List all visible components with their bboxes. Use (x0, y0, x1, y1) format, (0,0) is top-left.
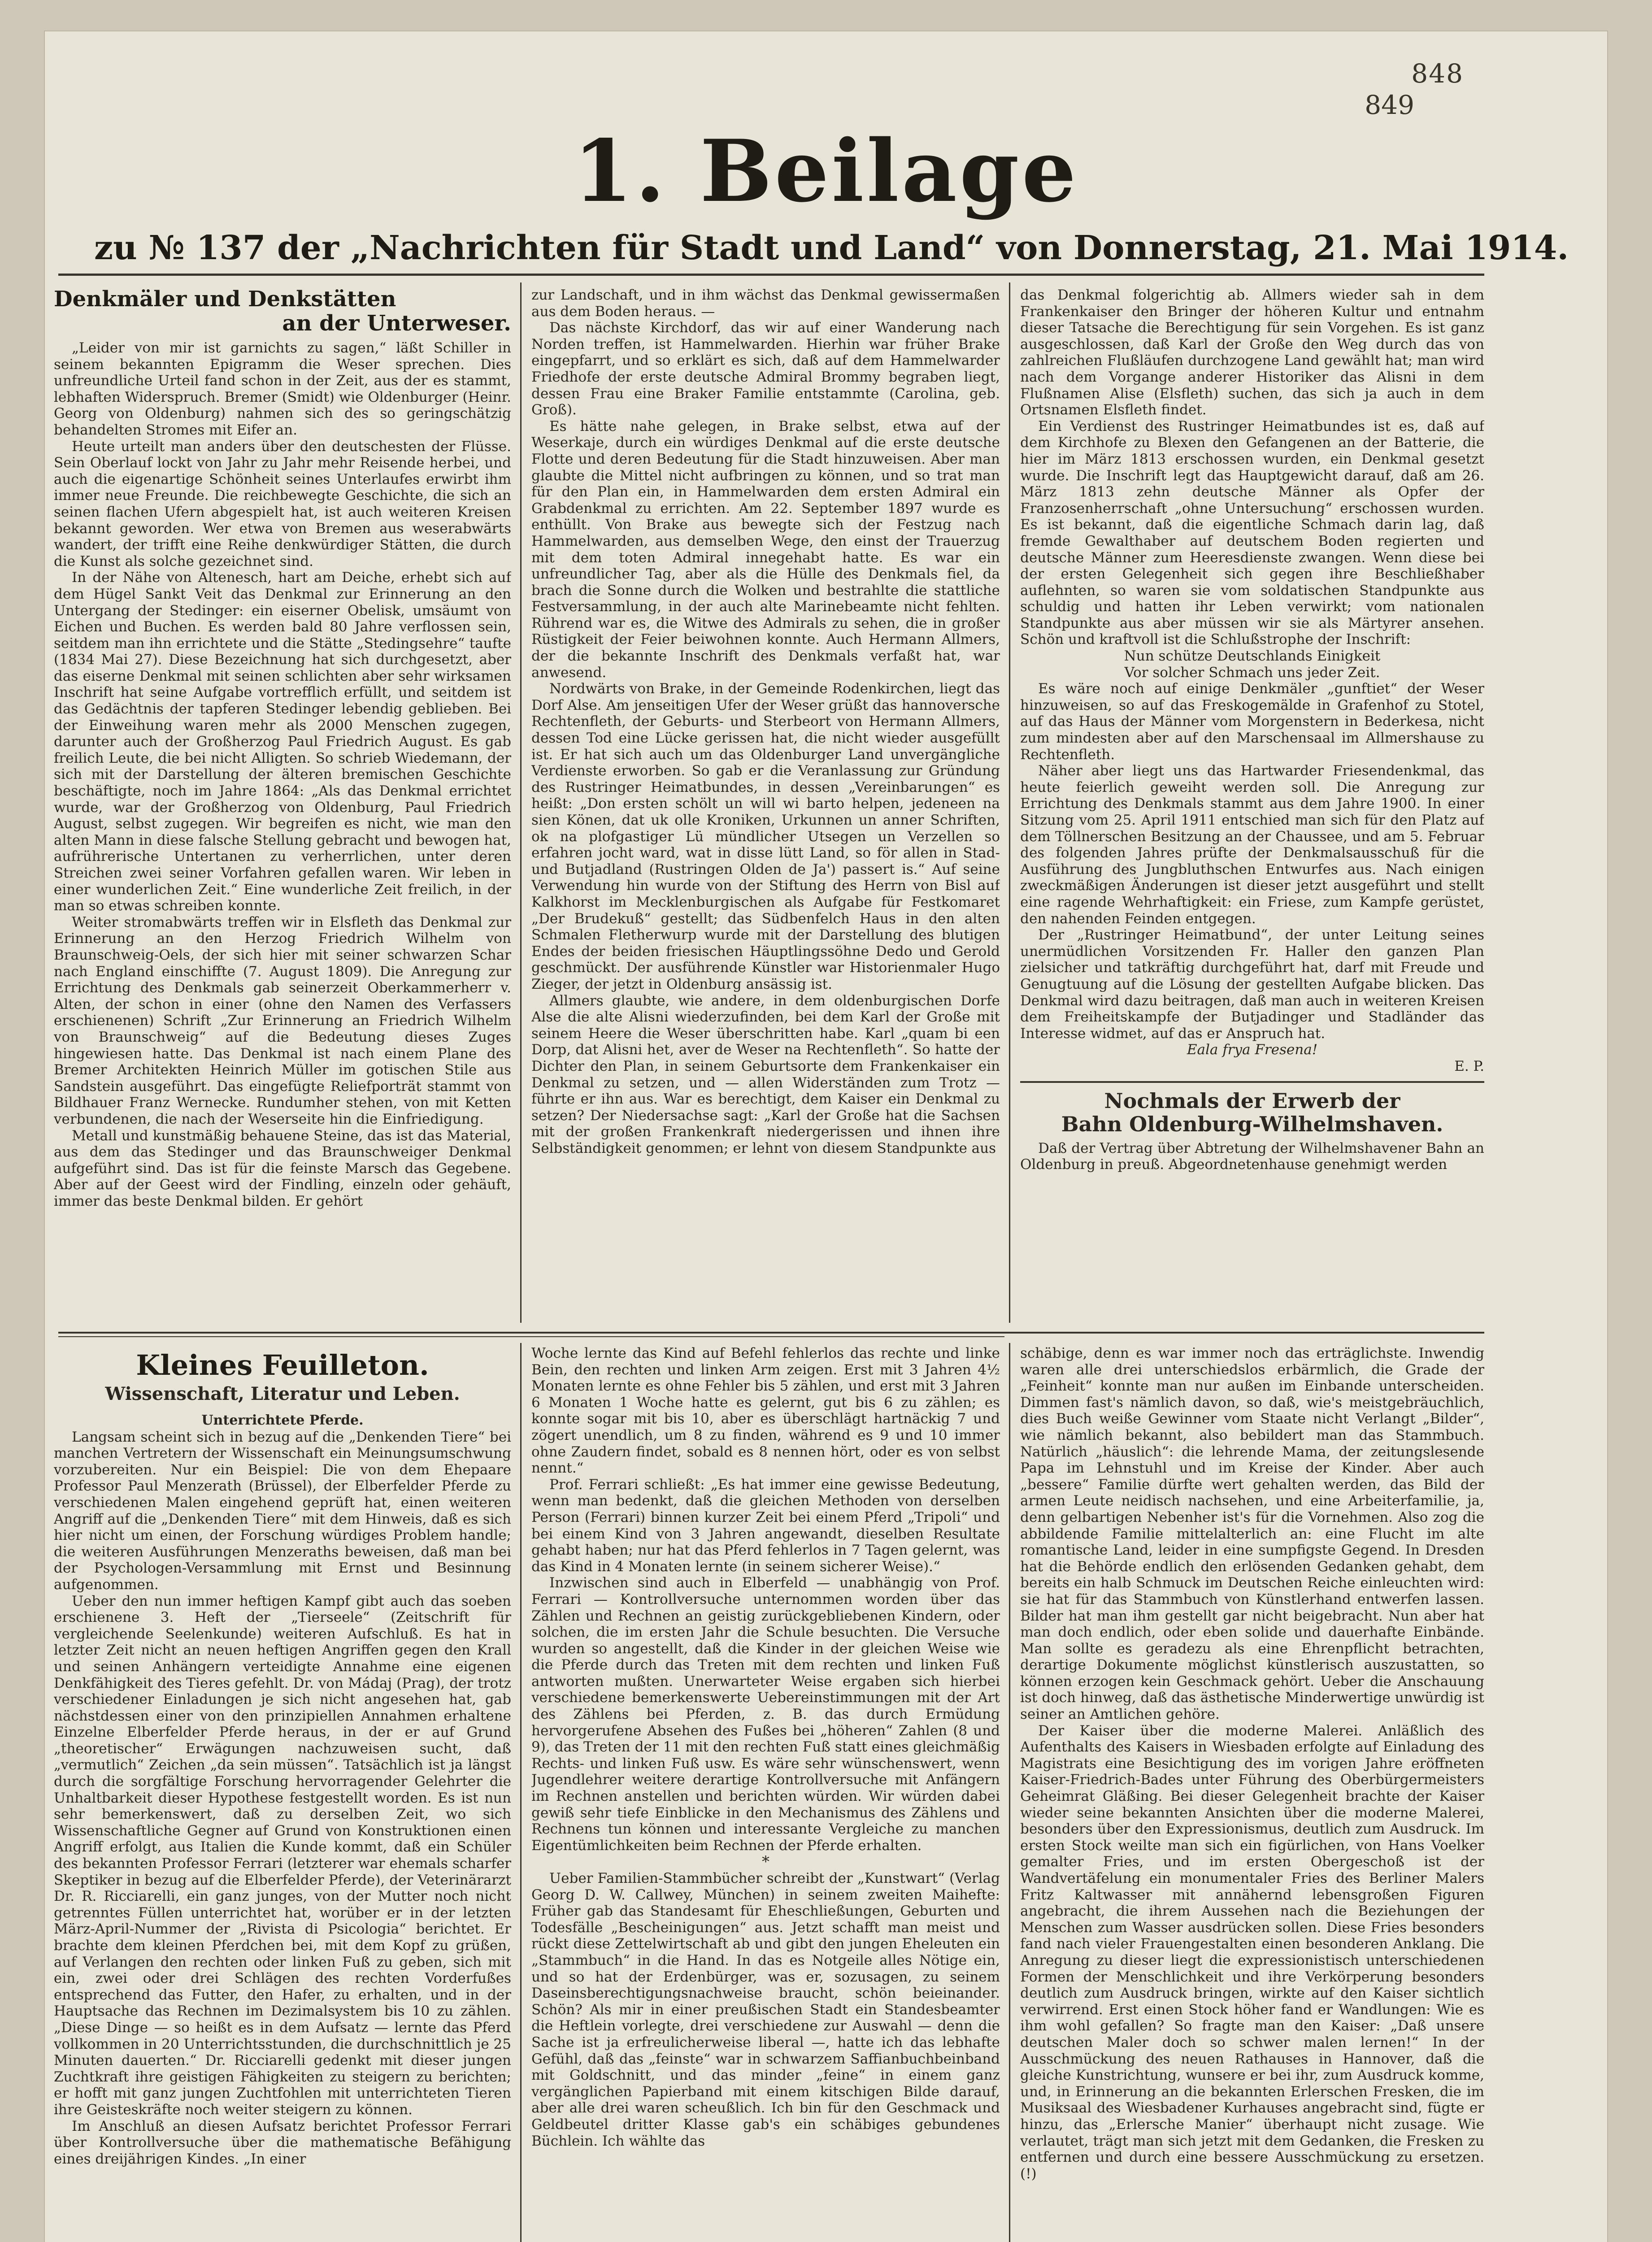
paragraph: Langsam scheint sich in bezug auf die „Denkenden Tiere“ bei manchen Vertretern der Wissenschaft ein Meinungsumschwung vorzubereiten. Nur ein Beispiel: Die von dem Ehepaare Professor Paul Menzerath (Brüssel), der Elberfelder Pferde zu verschiedenen Malen eingehend geprüft hat, einen weiteren Angriff auf die „Denkenden Tiere“ mit dem Hinweis, daß es sich hier nicht um einen, der Forschung würdiges Problem handle; die weiteren Ausführungen Menzeraths beweisen, daß man bei der Psychologen-Versammlung mit Ernst und Besinnung aufgenommen. (54, 1429, 511, 1593)
paragraph: Ein Verdienst des Rustringer Heimatbundes ist es, daß auf dem Kirchhofe zu Blexen den Gefangenen an der Batterie, die hier im März 1813 erschossen wurden, ein Denkmal gesetzt wurde. Die Inschrift legt das Hauptgewicht darauf, daß am 26. März 1813 zehn deutsche Männer als Opfer der Franzosenherrschaft „ohne Untersuchung“ erschossen wurden. Es ist bekannt, daß die eigentliche Schmach darin lag, daß fremde Gewalthaber auf deutschem Boden regierten und deutsche Männer zum Heeresdienste zwangen. Wenn diese bei der ersten Gelegenheit sich gegen ihre Beschließhaber auflehnten, so waren sie vom soldatischen Standpunkte aus schuldig und hatten ihr Leben verwirkt; vom nationalen Standpunkte aus aber müssen wir sie als Märtyrer ansehen. Schön und kraftvoll ist die Schlußstrophe der Inschrift: (1020, 418, 1484, 648)
supplement-subtitle: zu № 137 der „Nachrichten für Stadt und Land“ von Donnerstag, 21. Mai 1914. (94, 229, 1569, 267)
paragraph: Inzwischen sind auch in Elberfeld — unabhängig von Prof. Ferrari — Kontrollversuche unternommen worden über das Zählen und Rechnen an geistig zurückgebliebenen Kindern, oder solchen, die im ersten Jahr die Schule besuchten. Die Versuche wurden so angestellt, daß die Kinder in der gleichen Weise wie die Pferde durch das Treten mit dem rechten und linken Fuß antworten mußten. Unerwarteter Weise ergaben sich hierbei verschiedene bemerkenswerte Uebereinstimmungen mit der Art des Zählens bei Pferden, z. B. das durch Ermüdung hervorgerufene Absehen des Fußes bei „höheren“ Zahlen (8 und 9), das Treten der 11 mit den rechten Fuß statt eines gleichmäßig Rechts- und linken Fuß usw. Es wäre sehr wünschenswert, wenn Jugendlehrer weitere derartige Kontrollversuche mit Anfängern im Rechnen anstellen und berichten würden. Wir würden dabei gewiß sehr tiefe Einblicke in den Mechanismus des Zählens und Rechnens tun können und interessante Vergleiche zu manchen Eigentümlichkeiten beim Rechnen der Pferde erhalten. (531, 1575, 1000, 1854)
motto: Eala frya Fresena! (1187, 1042, 1318, 1058)
article-separator (1020, 1081, 1484, 1083)
paragraph: Es hätte nahe gelegen, in Brake selbst, etwa auf der Weserkaje, durch ein würdiges Denkmal auf die erste deutsche Flotte und deren Bedeutung für die Stadt hinzuweisen. Aber man glaubte die Mittel nicht aufbringen zu können, und so trat man für den Plan ein, in Hammelwarden dem ersten Admiral ein Grabdenkmal zu errichten. Am 22. September 1897 wurde es enthüllt. Von Brake aus bewegte sich der Festzug nach Hammelwarden, aus demselben Wege, den einst der Trauerzug mit dem toten Admiral innegehabt hatte. Es war ein unfreundlicher Tag, aber als die Hülle des Denkmals fiel, da brach die Sonne durch die Wolken und bestrahlte die stattliche Festversammlung, in der auch alte Marinebeamte nicht fehlten. Rührend war es, die Witwe des Admirals zu sehen, die in großer Rüstigkeit der Feier beiwohnen konnte. Auch Hermann Allmers, der die bekannte Inschrift des Denkmals verfaßt hat, war anwesend. (531, 418, 1000, 681)
paragraph: Es wäre noch auf einige Denkmäler „gunftiet“ der Weser hinzuweisen, so auf das Freskogemälde in Grafenhof zu Stotel, auf das Haus der Männer vom Morgenstern in Bederkesa, nicht zum mindesten aber auf den Marschensaal im Allmershause zu Rechtenfleth. (1020, 681, 1484, 763)
verse-line: Vor solcher Schmach uns jeder Zeit. (1124, 664, 1380, 681)
paragraph: Ueber Familien-Stammbücher schreibt der „Kunstwart“ (Verlag Georg D. W. Callwey, München) in seinem zweiten Maihefte: Früher gab das Standesamt für Eheschließungen, Geburten und Todesfälle „Bescheinigungen“ aus. Jetzt schafft man meist und rückt diese Zettelwirtschaft ab und gibt den jungen Eheleuten ein „Stammbuch“ in die Hand. In das es Notgeile alles Nötige ein, und so hat der Erdenbürger, was er, sozusagen, zu seinem Daseinsberechtigungsnachweise braucht, schön beieinander. Schön? Als mir in einer preußischen Stadt ein Standesbeamter die Heftlein vorlegte, drei verschiedene zur Auswahl — denn die Sache ist ja erfreulicherweise liberal —, hatte ich das lebhafte Gefühl, daß das „feinste“ war in schwarzem Saffianbuchbeinband mit Goldschnitt, und das minder „feine“ in einem ganz vergänglichen Papierband mit einem kitschigen Bilde darauf, aber alle drei waren scheußlich. Ich bin für den Geschmack und Geldbeutel dritter Klasse gab's ein schäbiges gebundenes Büchlein. Ich wählte das (531, 1870, 1000, 2149)
section-rule (58, 1336, 1004, 1337)
article-column-2 (531, 287, 1000, 1327)
paragraph: Daß der Vertrag über Abtretung der Wilhelmshavener Bahn an Oldenburg in preuß. Abgeordnetenhause genehmigt werden (1020, 1140, 1484, 1173)
paragraph: das Denkmal folgerichtig ab. Allmers wieder sah in dem Frankenkaiser den Bringer der höheren Kultur und entnahm dieser Tatsache die Berechtigung für sein Vorgehen. Es ist ganz ausgeschlossen, daß Karl der Große den Weg durch das von zahlreichen Flußläufen durchzogene Land gewählt hat; man wird nach dem Vorgange anderer Historiker das Alisni in dem Flußnamen Alise (Elsfleth) suchen, das sich ja auch in dem Ortsnamen Elsfleth findet. (1020, 287, 1484, 418)
paragraph: Der „Rustringer Heimatbund“, der unter Leitung seines unermüdlichen Vorsitzenden Fr. Haller den ganzen Plan zielsicher und tatkräftig durchgeführt hat, darf mit Freude und Genugtuung auf die Lösung der gestellten Aufgabe blicken. Das Denkmal wird dazu beitragen, daß man auch in weiteren Kreisen dem Freiheitskampfe der Butjadinger und Stadländer das Interesse widmet, auf das er Anspruch hat. (1020, 927, 1484, 1042)
separator-star: * (762, 1853, 769, 1871)
paragraph: Im Anschluß an diesen Aufsatz berichtet Professor Ferrari über Kontrollversuche über die mathematische Befähigung eines dreijährigen Kindes. „In einer (54, 2118, 511, 2167)
feuilleton-column-2 (531, 1345, 1000, 2242)
header-rule (58, 274, 1484, 276)
paragraph: Näher aber liegt uns das Hartwarder Friesendenkmal, das heute feierlich geweiht werden soll. Die Anregung zur Errichtung des Denkmals stammt aus dem Jahre 1900. In einer Sitzung vom 25. April 1911 entschied man sich für den Platz auf dem Töllnerschen Besitzung an der Chaussee, und am 5. Februar des folgenden Jahres prüfte der Denkmalsausschuß für die Ausführung des Jungbluthschen Entwurfes aus. Nach einigen zweckmäßigen Änderungen ist dieser jetzt ausgeführt und stellt eine ragende Wehrhaftigkeit: ein Friese, zum Kampfe gerüstet, den nahenden Feinden entgegen. (1020, 763, 1484, 927)
paragraph: Nordwärts von Brake, in der Gemeinde Rodenkirchen, liegt das Dorf Alse. Am jenseitigen Ufer der Weser grüßt das hannoversche Rechtenfleth, der Geburts- und Sterbeort von Hermann Allmers, dessen Tod eine Lücke gerissen hat, die nicht wieder ausgefüllt ist. Er hat sich auch um das Oldenburger Land unvergängliche Verdienste erworben. So gab er die Veranlassung zur Gründung des Rustringer Heimatbundes, in dessen „Vereinbarungen“ es heißt: „Don ersten schölt un will wi barto helpen, jedeneen na sien Könen, dat uk olle Kroniken, Urkunnen un anner Schriften, ok na plofgastiger Lü mündlicher Utsegen un Verzellen so erfahren jocht ward, wat in disse lütt Land, so för allen in Stad- und Butjadland (Rustringen Olden de Ja') passert is.“ Auf seine Verwendung hin wurde von der Stiftung des Herrn von Bisl auf Kalkhorst im Mecklenburgischen als Aufgabe für Festkomaret „Der Brudekuß“ gestellt; das Südbenfelch Haus in den alten Schmalen Fletherwurp wurde mit der Darstellung des blutigen Endes der beiden friesischen Häuptlingssöhne Dedo und Gerold geschmückt. Der ausführende Künstler war Historienmaler Hugo Zieger, der jetzt in Oldenburg ansässig ist. (531, 681, 1000, 992)
paragraph: zur Landschaft, und in ihm wächst das Denkmal gewissermaßen aus dem Boden heraus. — (531, 287, 1000, 320)
article-column-1 (54, 287, 511, 1327)
paragraph: Ueber den nun immer heftigen Kampf gibt auch das soeben erschienene 3. Heft der „Tierseele“ (Zeitschrift für vergleichende Seelenkunde) weiteren Aufschluß. Es hat in letzter Zeit nicht an neuen heftigen Angriffen gegen den Krall und seinen Anhängern verteidigte Annahme eine eigenen Denkfähigkeit des Tieres gefehlt. Dr. von Mádaj (Prag), der trotz verschiedener Einladungen je sich nicht angesehen hat, gab nächstdessen einer von den prinzipiellen Annahmen erhaltene Einzelne Elberfelder Pferde heraus, in der er auf Grund „theoretischer“ Erwägungen nachzuweisen sucht, daß „vermutlich“ Zeichen „da sein müssen“. Tatsächlich ist ja längst durch die sorgfältige Forschung hervorragender Gelehrter die Unhaltbarkeit dieser Hypothese festgestellt worden. Es ist nun sehr bemerkenswert, daß zu derselben Zeit, wo sich Wissenschaftliche Gegner auf Grund von Konstruktionen einen Angriff erfolgt, aus Italien die Kunde kommt, daß ein Schüler des bekannten Professor Ferrari (letzterer war ehemals scharfer Skeptiker in bezug auf die Elberfelder Pferde), der Veterinärarzt Dr. R. Ricciarelli, ein ganz junges, von der Mutter noch nicht getrenntes Füllen unterrichtet hat, worüber er in der letzten März-April-Nummer der „Rivista di Psicologia“ berichtet. Er brachte dem kleinen Pferdchen bei, mit dem Kopf zu grüßen, auf Verlangen den rechten oder linken Fuß zu geben, sich mit ein, zwei oder drei Schlägen des rechten Vorderfußes entsprechend das Futter, den Hafer, zu erhalten, und in der Hauptsache das Rechnen im Dezimalsystem bis 10 zu zählen. „Diese Dinge — so heißt es in dem Aufsatz — lernte das Pferd vollkommen in 20 Unterrichtsstunden, die durchschnittlich je 25 Minuten dauerten.“ Dr. Ricciarelli gedenkt mit dieser jungen Zuchtkraft ihre geistigen Fähigkeiten zu steigern zu berichten; er hofft mit ganz jungen Zuchtfohlen mit unterrichteten Tieren ihre Geisteskräfte noch weiter steigern zu können. (54, 1593, 511, 2118)
paragraph: Weiter stromabwärts treffen wir in Elsfleth das Denkmal zur Erinnerung an den Herzog Friedrich Wilhelm von Braunschweig-Oels, der sich hier mit seiner schwarzen Schar nach England einschiffte (7. August 1809). Die Anregung zur Errichtung des Denkmals gab seinerzeit Oberkammerherr v. Alten, der schon in einer (ohne den Namen des Verfassers erschienenen) Schrift „Zur Erinnerung an Friedrich Wilhelm von Braunschweig“ auf die Bedeutung dieses Zuges hingewiesen hatte. Das Denkmal ist nach einem Plane des Bremer Architekten Heinrich Müller im gotischen Stile aus Sandstein ausgeführt. Das eingefügte Reliefporträt stammt von Bildhauer Franz Wernecke. Rundumher stehen, von mit Ketten verbundenen, die nach der Weserseite hin die Einfriedigung. (54, 914, 511, 1127)
paragraph: In der Nähe von Altenesch, hart am Deiche, erhebt sich auf dem Hügel Sankt Veit das Denkmal zur Erinnerung an den Untergang der Stedinger: ein eiserner Obelisk, umsäumt von Eichen und Buchen. Es werden bald 80 Jahre verflossen sein, seitdem man ihn errichtete und die Stätte „Stedingsehre“ taufte (1834 Mai 27). Diese Bezeichnung hat sich durchgesetzt, aber das eiserne Denkmal mit seinen schlichten aber sehr wirksamen Inschrift hat seine Aufgabe vortrefflich erfüllt, und seitdem ist das Gedächtnis der tapferen Stedinger lebendig geblieben. Bei der Einweihung waren mehr als 2000 Menschen zugegen, darunter auch der Großherzog Paul Friedrich August. Es gab freilich Leute, die bei nicht Alligten. So schrieb Wiedemann, der sich mit der Darstellung der älteren bremischen Geschichte beschäftigte, noch im Jahre 1864: „Als das Denkmal errichtet wurde, war der Großherzog von Oldenburg, Paul Friedrich August, selbst zugegen. Wir begreifen es nicht, wie man den alten Mann in diese falsche Stellung gebracht und bewogen hat, aufrührerische Untertanen zu verherrlichen, unter deren Streichen zwei seiner Vorfahren gefallen waren. Wir leben in einer wunderlichen Zeit.“ Eine wunderliche Zeit freilich, in der man so etwas schreiben konnte. (54, 569, 511, 914)
paragraph: Heute urteilt man anders über den deutschesten der Flüsse. Sein Oberlauf lockt von Jahr zu Jahr mehr Reisende herbei, und auch die eigenartige Schönheit seines Unterlaufes erwirbt ihm immer neue Freunde. Die reichbewegte Geschichte, die sich an seinen flachen Ufern abgespielt hat, ist auch weiteren Kreisen bekannt geworden. Wer etwa von Bremen aus weserabwärts wandert, der trifft eine Reihe denkwürdiger Stätten, die durch die Kunst als solche gezeichnet sind. (54, 438, 511, 569)
section-subtitle: Wissenschaft, Literatur und Leben. (105, 1383, 460, 1404)
folio-printed: 849 (1365, 90, 1414, 120)
feuilleton-column-3 (1020, 1345, 1484, 2242)
article-subhead: Unterrichtete Pferde. (201, 1412, 364, 1428)
folio-handwritten: 848 (1411, 58, 1464, 89)
article-title: Denkmäler und Denkstätten an der Unterweser. (54, 287, 511, 336)
signature: E. P. (1454, 1058, 1484, 1074)
paragraph: „Leider von mir ist garnichts zu sagen,“ läßt Schiller in seinem bekannten Epigramm die Weser sprechen. Dies unfreundliche Urteil fand schon in der Zeit, aus der es stammt, lebhaften Widerspruch. Bremer (Smidt) wie Oldenburger (Heinr. Georg von Oldenburg) nahmen sich des so geringschätzig behandelten Stromes mit Eifer an. (54, 340, 511, 438)
section-rule (58, 1332, 1484, 1334)
column-rule (520, 1343, 522, 2242)
paragraph: Metall und kunstmäßig behauene Steine, das ist das Material, aus dem das Stedinger und das Braunschweiger Denkmal aufgeführt sind. Das ist für die feinste Marsch das Gegebene. Aber auf der Geest wird der Findling, einzeln oder gehäuft, immer das beste Denkmal bilden. Er gehört (54, 1127, 511, 1209)
article-title: Nochmals der Erwerb der Bahn Oldenburg-Wilhelmshaven. (1061, 1088, 1443, 1136)
paragraph: Das nächste Kirchdorf, das wir auf einer Wanderung nach Norden treffen, ist Hammelwarden. Hierhin war früher Brake eingepfarrt, und so erklärt es sich, daß auf dem Hammelwarder Friedhofe der erste deutsche Admiral Brommy begraben liegt, dessen Frau eine Braker Familie entstammte (Carolina, geb. Groß). (531, 320, 1000, 418)
column-rule (1009, 282, 1010, 1323)
paragraph: Der Kaiser über die moderne Malerei. Anläßlich des Aufenthalts des Kaisers in Wiesbaden erfolgte auf Einladung des Magistrats eine Besichtigung des im vorigen Jahre eröffneten Kaiser-Friedrich-Bades unter Führung des Oberbürgermeisters Geheimrat Gläßing. Bei dieser Gelegenheit brachte der Kaiser wieder seine bekannten Ansichten über die moderne Malerei, besonders über den Expressionismus, deutlich zum Ausdruck. Im ersten Stock weilte man sich ein figürlichen, von Hans Voelker gemalter Fries, und im ersten Obergeschoß ist der Wandvertäfelung ein monumentaler Fries des Berliner Malers Fritz Kaltwasser mit annähernd lebensgroßen Figuren angebracht, die ihrem Aussehen nach die Beziehungen der Menschen zum Wasser ausdrücken sollen. Diese Fries besonders fand nach vieler Frauengestalten einen besonderen Anklang. Die Anregung zu dieser liegt die expressionistisch unterschiedenen Formen der Menschlichkeit und ihre Verkörperung besonders deutlich zum Ausdruck bringen, wirkte auf den Kaiser sichtlich verwirrend. Erst einen Stock höher fand er Wandlungen: Wie es ihm wohl gefallen? So fragte man den Kaiser: „Daß unsere deutschen Maler doch so schwer malen lernen!“ In der Ausschmückung des neuen Rathauses in Hannover, daß die gleiche Kunstrichtung, wunsere er bei ihr, zum Ausdruck komme, und, in Erinnerung an die bekannten Erlerschen Fresken, die im Musiksaal des Wiesbadener Kurhauses angebracht sind, fügte er hinzu, das „Erlersche Manier“ überhaupt nicht zusage. Wie verlautet, trägt man sich jetzt mit dem Gedanken, die Fresken zu entfernen und durch eine bessere Ausschmückung zu ersetzen. (!) (1020, 1722, 1484, 2182)
section-title: Kleines Feuilleton. (136, 1349, 429, 1382)
paragraph: Woche lernte das Kind auf Befehl fehlerlos das rechte und linke Bein, den rechten und linken Arm zeigen. Erst mit 3 Jahren 4½ Monaten lernte es ohne Fehler bis 5 zählen, und erst mit 3 Jahren 6 Monaten 1 Woche hatte es gelernt, gut bis 6 zu zählen; es konnte sogar mit bis 10, aber es überschlägt hartnäckig 7 und zögert unendlich, um 8 zu finden, während es 9 und 10 immer ohne Zaudern findet, sobald es 8 nennen hört, oder es von selbst nennt.“ (531, 1345, 1000, 1477)
paragraph: Prof. Ferrari schließt: „Es hat immer eine gewisse Bedeutung, wenn man bedenkt, daß die gleichen Methoden von derselben Person (Ferrari) binnen kurzer Zeit bei einem Pferd „Tripoli“ und bei einem Kind von 3 Jahren angewandt, dieselben Resultate gehabt haben; nur hat das Pferd fehlerlos in 7 Tagen gelernt, was das Kind in 4 Monaten lernte (in seinem sicherer Weise).“ (531, 1476, 1000, 1575)
paragraph: schäbige, denn es war immer noch das erträglichste. Inwendig waren alle drei unterschiedslos erbärmlich, die Grade der „Feinheit“ konnte man nur außen im Einbande unterscheiden. Dimmen fast's nämlich davon, so daß, wie's meistgebräuchlich, dies Buch weiße Gewinner vom Staate nicht Verlangt „Bilder“, wie nämlich bekannt, also bebildert man das Stammbuch. Natürlich „häuslich“: die lehrende Mama, der zeitungslesende Papa im Lehnstuhl und im Kreise der Kinder. Aber auch „bessere“ Familie dürfte wert gehalten werden, das Bild der armen Leute neidisch nachsehen, und eine Arbeiterfamilie, ja, denn gelbartigen Nebenher ist's für die Vornehmen. Also zog die abbildende Familie mittelalterlich an: eine Flucht im alte romantische Land, leider in eine sumpfigste Gegend. In Dresden hat die Behörde endlich den erlösenden Gedanken gehabt, dem bereits ein halb Schmuck im Deutschen Reiche einleuchten wird: sie hat für das Stammbuch von Künstlerhand entwerfen lassen. Bilder hat man ihm gestellt gar nicht beigebracht. Nun aber hat man doch endlich, oder eben solide und dauerhafte Einbände. Man sollte es geradezu als eine Ehrenpflicht betrachten, derartige Dokumente möglichst künstlerisch auszustatten, so können erzogen kein Geschmack gehört. Ueber die Anschauung ist doch hinweg, daß das ästhetische Minderwertige unwürdig ist seiner an Amtlichen gehöre. (1020, 1345, 1484, 1723)
newspaper-page (45, 31, 1607, 2242)
article-column-3 (1020, 287, 1484, 1327)
supplement-title: 1. Beilage (573, 121, 1079, 221)
feuilleton-column-1 (54, 1345, 511, 2242)
column-rule (1009, 1343, 1010, 2242)
paragraph: Allmers glaubte, wie andere, in dem oldenburgischen Dorfe Alse die alte Alisni wiederzufinden, bei dem Karl der Große mit seinem Heere die Weser überschritten habe. Karl „quam bi een Dorp, dat Alisni het, aver de Weser na Rechtenfleth“. So hatte der Dichter den Plan, in seinem Geburtsorte dem Frankenkaiser ein Denkmal zu setzen, und — allen Widerständen zum Trotz — führte er ihn aus. War es berechtigt, dem Kaiser ein Denkmal zu setzen? Der Niedersachse sagt: „Karl der Große hat die Sachsen mit der großen Frankenkraft niedergerissen und ihnen ihre Selbständigkeit genommen; er lehnt von diesem Standpunkte aus (531, 992, 1000, 1156)
verse-line: Nun schütze Deutschlands Einigkeit (1124, 648, 1381, 665)
column-rule (520, 282, 522, 1323)
